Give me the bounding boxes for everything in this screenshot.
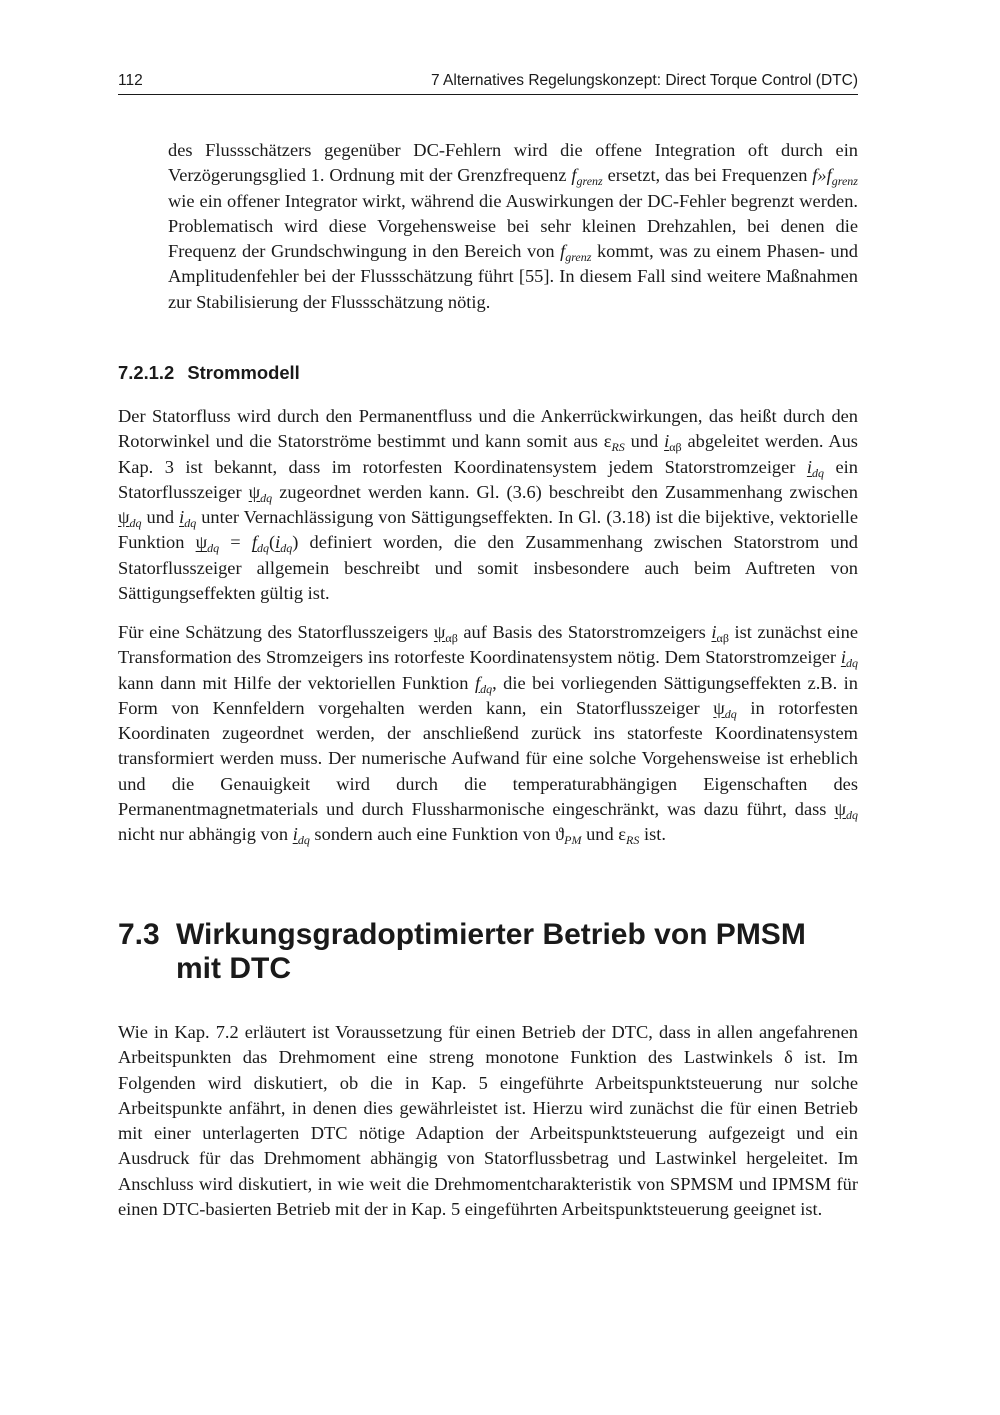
symbol-i-dq: $i_{dq}$ bbox=[806, 456, 825, 480]
symbol-i-alpha-beta: $i_{\alpha\beta}$ bbox=[664, 431, 682, 455]
page-number: 112 bbox=[118, 72, 143, 89]
section-title-line1: Wirkungsgradoptimierter Betrieb von PMSM bbox=[176, 918, 806, 951]
symbol-epsilon-rs: $\varepsilon_{RS}$ bbox=[618, 824, 640, 848]
symbol-i-alpha-beta: $i_{\alpha\beta}$ bbox=[711, 622, 729, 645]
symbol-f-dq: $f_{dq}$ bbox=[474, 672, 493, 696]
symbol-psi-dq: $\psi_{dq}$ bbox=[834, 799, 858, 823]
symbol-f-much-greater-f-grenz: $f»f_{grenz}$ bbox=[812, 165, 858, 189]
symbol-delta: δ bbox=[784, 1047, 793, 1068]
symbol-psi-dq: $\psi_{dq}$ bbox=[248, 481, 273, 505]
subsection-number: 7.2.1.2 bbox=[118, 362, 175, 383]
symbol-i-dq: $i_{dq}$ bbox=[292, 824, 310, 848]
symbol-epsilon-rs: $\varepsilon_{RS}$ bbox=[603, 431, 625, 455]
subsection-heading bbox=[118, 362, 300, 384]
symbol-i-dq: $i_{dq}$ bbox=[840, 647, 859, 671]
formula-psi-equals-f-of-i: $\psi_{dq} = f_{dq}(i_{dq})$ bbox=[195, 532, 299, 556]
symbol-i-dq: $i_{dq}$ bbox=[179, 507, 197, 531]
subsection-title: Strommodell bbox=[187, 362, 300, 383]
symbol-psi-dq: $\psi_{dq}$ bbox=[713, 697, 737, 721]
section-heading bbox=[118, 918, 858, 986]
symbol-psi-dq: $\psi_{dq}$ bbox=[118, 507, 142, 531]
page-header bbox=[118, 70, 858, 95]
running-title: 7 Alternatives Regelungskonzept: Direct Torque Control (DTC) bbox=[430, 72, 858, 89]
symbol-theta-pm: $ϑ_{PM}$ bbox=[555, 824, 582, 848]
section-number: 7.3 bbox=[118, 918, 160, 951]
symbol-f-grenz: $f_{grenz}$ bbox=[571, 165, 603, 189]
paragraph-flux-estimation: Für eine Schätzung des Statorflusszeigers $\psi_{\alpha\beta}$ auf Basis des Statorstromzeigers $i_{\alpha\beta}$ ist zunächst eine Transformation des Stromzeigers ins rotorfeste Koordinatensystem nötig. Dem Statorstromzeiger $i_{dq}$ kann dann mit Hilfe der vektoriellen Funktion $f_{dq}$, die bei vorliegenden Sättigungseffekten z.B. in Form von Kennfeldern vorgehalten werden kann, ein Statorflusszeiger $\psi_{dq}$ in rotorfesten Koordinaten zugeordnet werden, der anschließend zurück ins statorfeste Koordinatensystem transformiert werden muss. Der numerische Aufwand für eine solche Vorgehensweise ist erheblich und die Genauigkeit wird durch die temperaturabhängigen Eigenschaften des Permanentmagnetmaterials und durch Flussharmonische eingeschränkt, was dazu führt, dass $\psi_{dq}$ nicht nur abhängig von $i_{dq}$ sondern auch eine Funktion von $ϑ_{PM}$ und $\varepsilon_{RS}$ ist. bbox=[118, 622, 859, 848]
symbol-f-grenz: $f_{grenz}$ bbox=[560, 241, 592, 265]
paragraph-flux-estimator: des Flussschätzers gegenüber DC-Fehlern wird die offene Integration oft durch ein Verzögerungsglied 1. Ordnung mit der Grenzfrequenz $f_{grenz}$ ersetzt, das bei Frequenzen $f»f_{grenz}$ wie ein offener Integrator wirkt, während die Auswirkungen der DC-Fehler begrenzt werden. Problematisch wird diese Vorgehensweise bei sehr kleinen Drehzahlen, bei denen die Frequenz der Grundschwingung in den Bereich von $f_{grenz}$ kommt, was zu einem Phasen- und Amplitudenfehler bei der Flussschätzung führt [55]. In diesem Fall sind weitere Maßnahmen zur Stabilisierung der Flussschätzung nötig. bbox=[168, 140, 858, 312]
paragraph-current-model: Der Statorfluss wird durch den Permanentfluss und die Ankerrückwirkungen, das heißt durch den Rotorwinkel und die Statorströme bestimmt und kann somit aus $\varepsilon_{RS}$ und $i_{\alpha\beta}$ abgeleitet werden. Aus Kap. 3 ist bekannt, dass im rotorfesten Koordinatensystem jedem Statorstromzeiger $i_{dq}$ ein Statorflusszeiger $\psi_{dq}$ zugeordnet werden kann. Gl. (3.6) beschreibt den Zusammenhang zwischen $\psi_{dq}$ und $i_{dq}$ unter Vernachlässigung von Sättigungseffekten. In Gl. (3.18) ist die bijektive, vektorielle Funktion $\psi_{dq} = f_{dq}(i_{dq})$ definiert worden, die den Zusammenhang zwischen Statorstrom und Statorflusszeiger allgemein beschreibt und somit insbesondere auch beim Auftreten von Sättigungseffekten gültig ist. bbox=[118, 406, 858, 604]
paragraph-efficiency-operation: Wie in Kap. 7.2 erläutert ist Voraussetzung für einen Betrieb der DTC, dass in allen angefahrenen Arbeitspunkten das Drehmoment eine streng monotone Funktion des Lastwinkels δ ist. Im Folgenden wird diskutiert, ob die in Kap. 5 eingeführte Arbeitspunktsteuerung nur solche Arbeitspunkte anfährt, in denen dies gewährleistet ist. Hierzu wird zunächst die für einen Betrieb mit einer unterlagerten DTC nötige Adaption der Arbeitspunktsteuerung aufgezeigt und ein Ausdruck für das Drehmoment abhängig von Statorflussbetrag und Lastwinkel hergeleitet. Im Anschluss wird diskutiert, in wie weit die Drehmomentcharakteristik von SPMSM und IPMSM für einen DTC-basierten Betrieb mit der in Kap. 5 eingeführten Arbeitspunktsteuerung geeignet ist. bbox=[118, 1022, 858, 1220]
section-title-line2: mit DTC bbox=[176, 952, 291, 985]
symbol-psi-alpha-beta: $\psi_{\alpha\beta}$ bbox=[433, 622, 458, 645]
